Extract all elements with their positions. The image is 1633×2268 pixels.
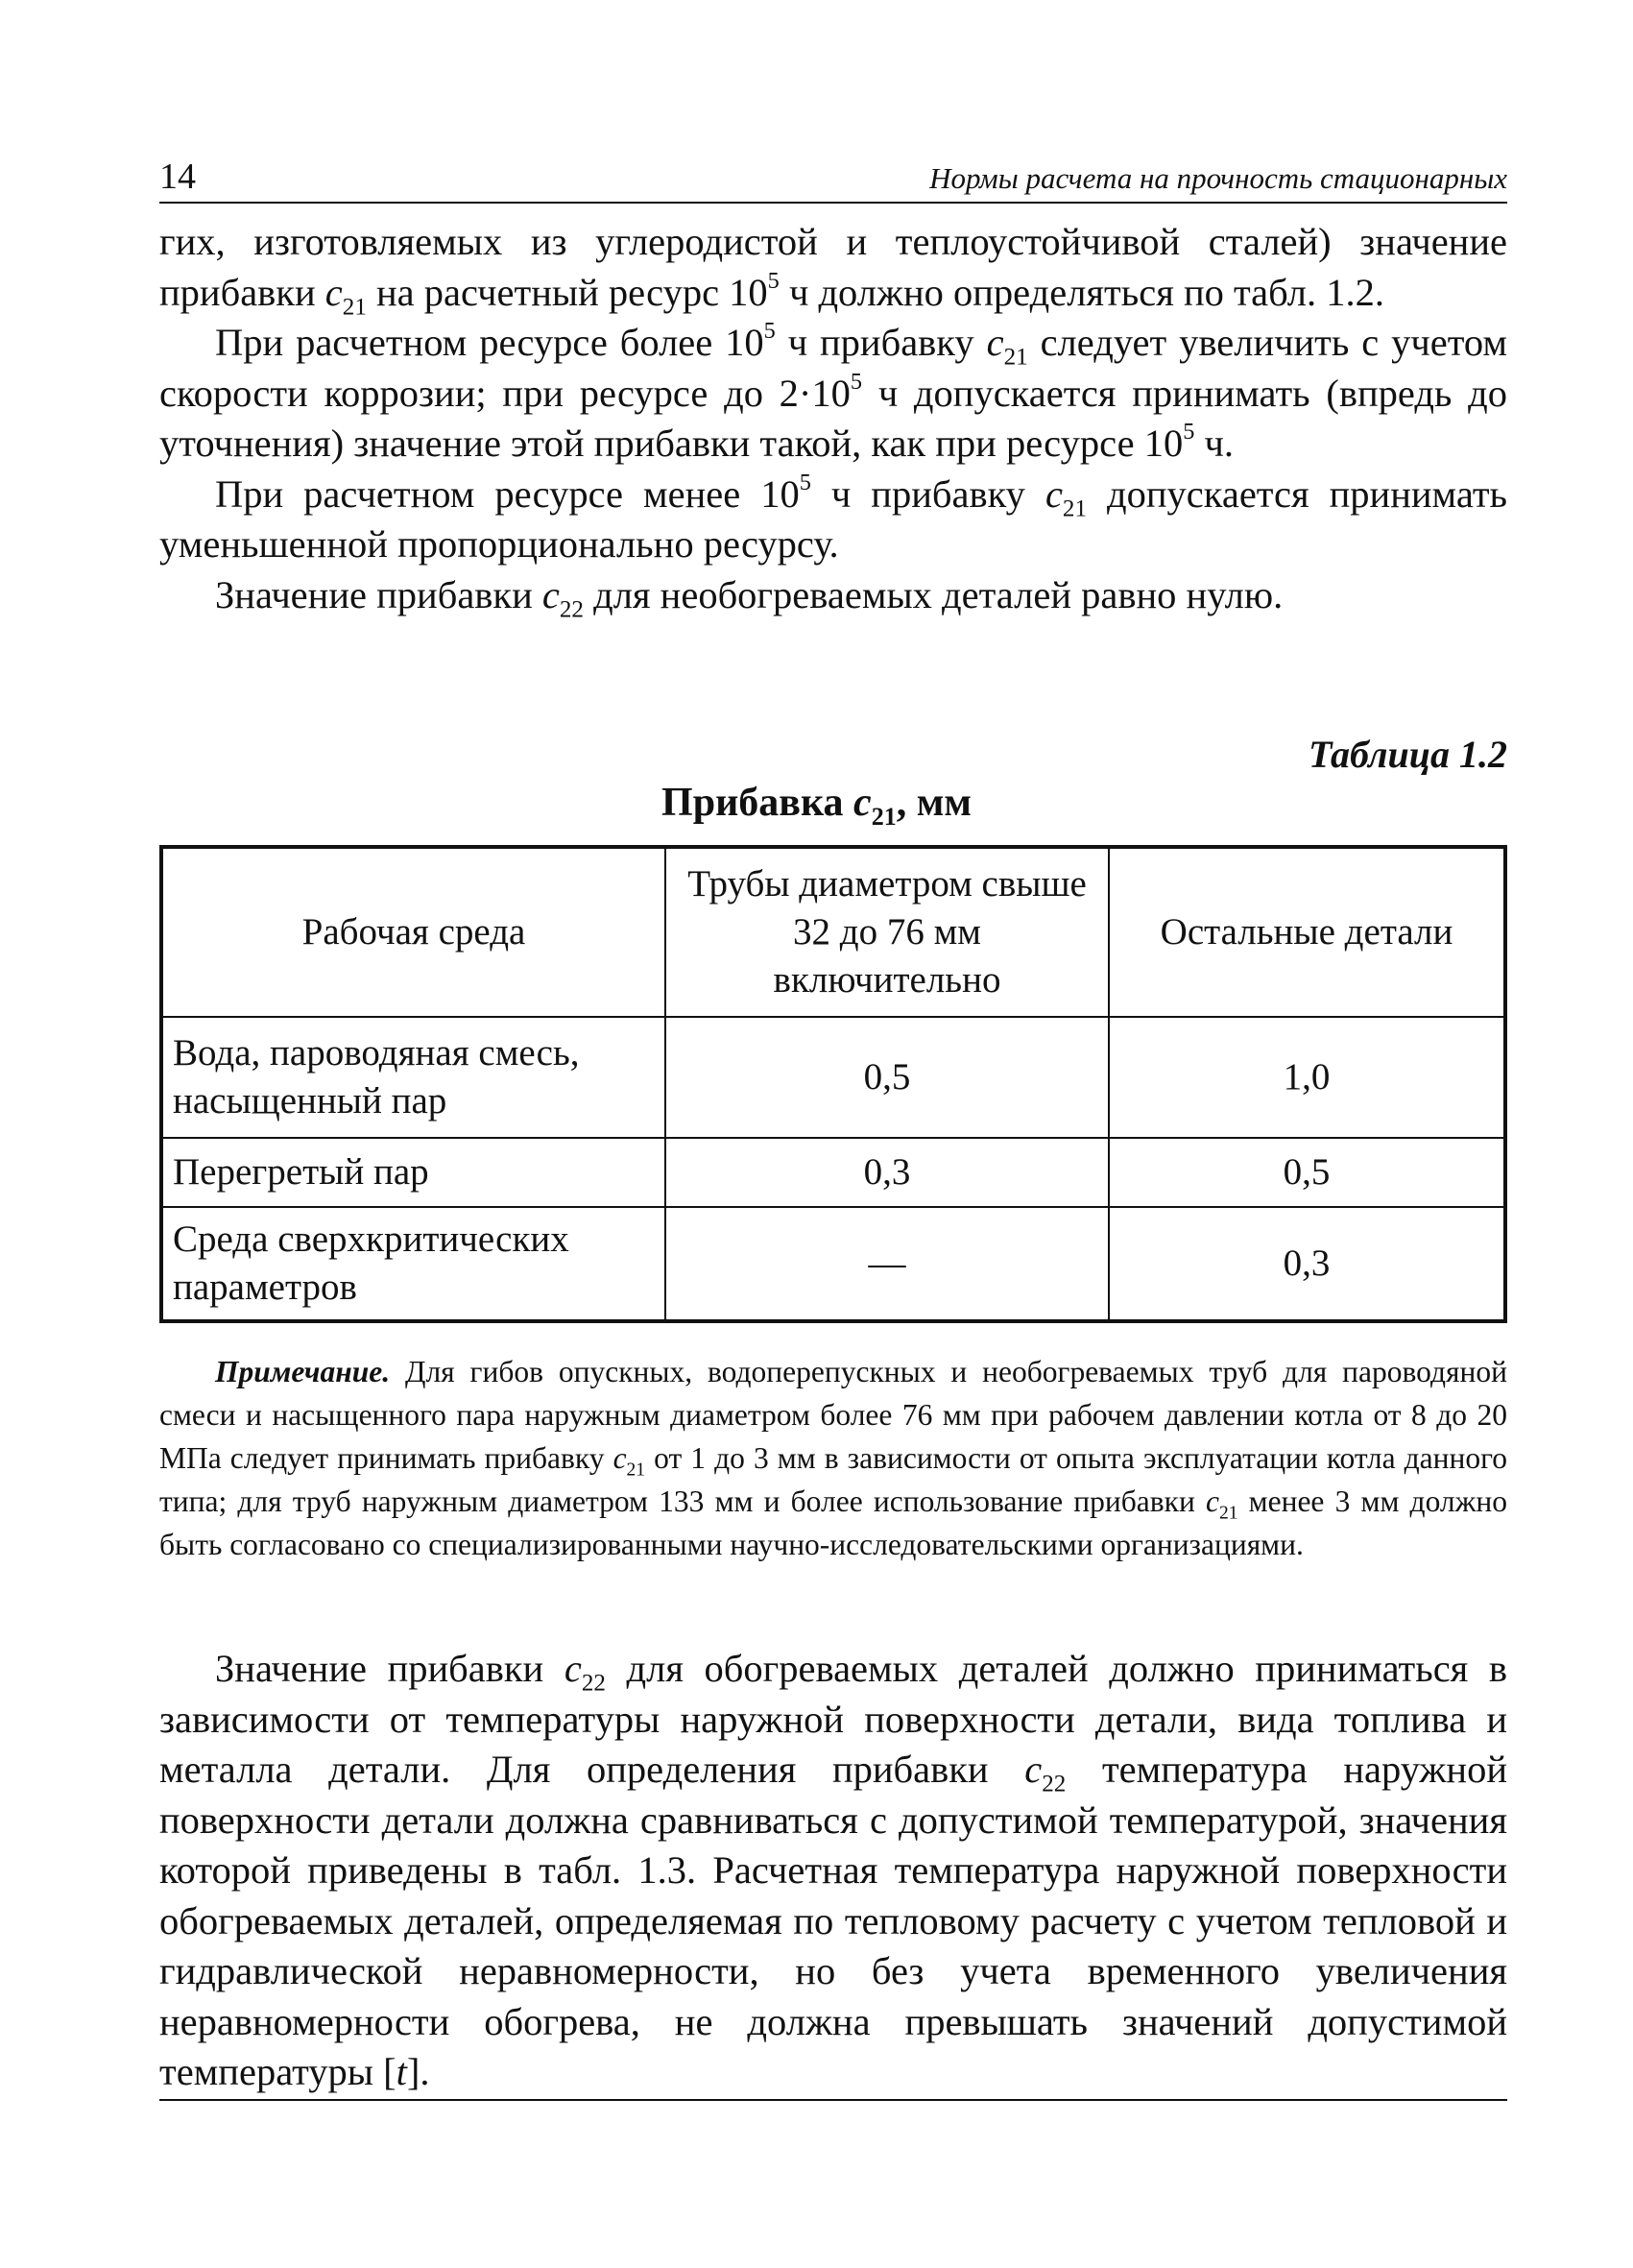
table-cell: Среда сверхкритических параметров [161, 1207, 665, 1321]
page-number: 14 [159, 157, 196, 197]
table-number: Таблица 1.2 [1309, 733, 1507, 776]
table-cell: 0,3 [1109, 1207, 1505, 1321]
closing-text [159, 1644, 1507, 2098]
bottom-rule [159, 2099, 1507, 2101]
paragraph-continuation [159, 217, 1507, 623]
table-header-cell: Рабочая среда [161, 847, 665, 1017]
paragraph-3: При расчетном ресурсе менее $10^5$ ч прибавку $c_{21}$ допускается принимать уменьшенной пропорционально ресурсу. [159, 469, 1507, 566]
table-cell: 1,0 [1109, 1017, 1505, 1138]
table-header-row [161, 847, 1505, 1017]
table-cell: 0,5 [1109, 1138, 1505, 1207]
table-cell: 0,5 [665, 1017, 1109, 1138]
table-header-cell: Остальные детали [1109, 847, 1505, 1017]
paragraph-1: гих, изготовляемых из углеродистой и теплоустойчивой сталей) значение прибавки $c_{21}$ на расчетный ресурс $10^5$ ч должно определяться по табл. 1.2. [159, 220, 1507, 321]
allowance-table [159, 845, 1507, 1323]
table-note: Примечание. Для гибов опускных, водоперепускных и необогреваемых труб для пароводяной смеси и насыщенного пара наружным диаметром более 76 мм при рабочем давлении котла от 8 до 20 МПа следует принимать прибавку $c_{21}$ от 1 до 3 мм в зависимости от опыта эксплуатации котла данного типа; для труб наружным диаметром 133 мм и более использование прибавки $c_{21}$ менее 3 мм должно быть согласовано со специализированными научно-исследовательскими организациями. [159, 1355, 1507, 1561]
running-title: Нормы расчета на прочность стационарных [929, 161, 1507, 195]
table-title: Прибавка $c_{21}$, мм [661, 781, 972, 831]
paragraph-4: Значение прибавки $c_{22}$ для необогреваемых деталей равно нулю. [215, 572, 1284, 623]
paragraph-2: При расчетном ресурсе более $10^5$ ч прибавку $c_{21}$ следует увеличить с учетом скорости коррозии; при ресурсе до $2\cdot 10^5$ ч допускается принимать (впредь до уточнения) значение этой прибавки такой, как при ресурсе $10^5$ ч. [159, 317, 1507, 465]
table-cell: Перегретый пар [161, 1138, 665, 1207]
table-row [161, 1207, 1505, 1321]
table-cell: 0,3 [665, 1138, 1109, 1207]
page-header [159, 154, 1507, 204]
table-row [161, 1017, 1505, 1138]
table-cell: Вода, пароводяная смесь, насыщенный пар [161, 1017, 665, 1138]
note-label: Примечание. [215, 1355, 391, 1388]
table-row [161, 1138, 1505, 1207]
paragraph-5: Значение прибавки $c_{22}$ для обогреваемых деталей должно приниматься в зависимости от температуры наружной поверхности детали, вида топлива и металла детали. Для определения прибавки $c_{22}$ температура наружной поверхности детали должна сравниваться с допустимой температурой, значения которой приведены в табл. 1.3. Расчетная температура наружной поверхности обогреваемых деталей, определяемая по тепловому расчету с учетом тепловой и гидравлической неравномерности, но без учета временного увеличения неравномерности обогрева, не должна превышать значений допустимой температуры [t]. [159, 1647, 1508, 2093]
table-header-cell: Трубы диаметром свыше 32 до 76 мм включительно [665, 847, 1109, 1017]
table-cell: — [665, 1207, 1109, 1321]
